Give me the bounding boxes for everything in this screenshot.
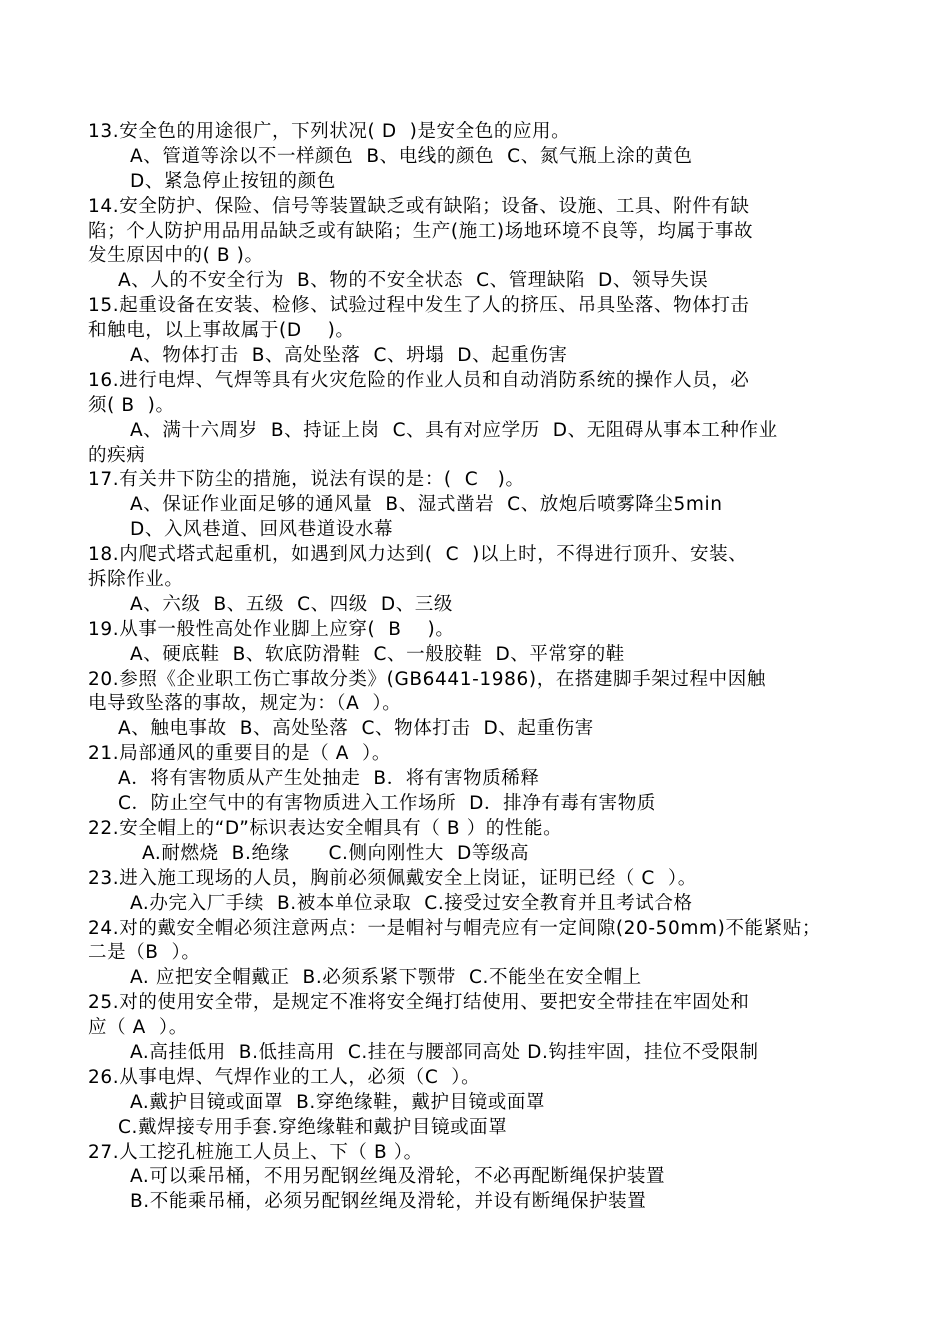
question-list — [88, 120, 908, 1215]
text-line: D、紧急停止按钮的颜色 — [130, 170, 336, 192]
text-line: 17.有关井下防尘的措施，说法有误的是：( C )。 — [88, 469, 525, 491]
text-line: 22.安全帽上的“D”标识表达安全帽具有（ B ）的性能。 — [88, 817, 563, 839]
text-line: A、保证作业面足够的通风量 B、湿式凿岩 C、放炮后喷雾降尘5min — [130, 494, 723, 516]
text-line: 二是（B ）。 — [88, 942, 201, 964]
text-line: 23.进入施工现场的人员，胸前必须佩戴安全上岗证，证明已经（ C ）。 — [88, 867, 697, 889]
text-line: 和触电，以上事故属于(D )。 — [88, 320, 355, 342]
text-line: 陷；个人防护用品用品缺乏或有缺陷；生产(施工)场地环境不良等，均属于事故 — [88, 220, 754, 242]
text-line: 27.人工挖孔桩施工人员上、下（ B ）。 — [88, 1141, 423, 1163]
text-line: A、管道等涂以不一样颜色 B、电线的颜色 C、氮气瓶上涂的黄色 — [130, 145, 693, 167]
text-line: B.不能乘吊桶，必须另配钢丝绳及滑轮，并设有断绳保护装置 — [130, 1191, 647, 1213]
text-line: A、人的不安全行为 B、物的不安全状态 C、管理缺陷 D、领导失误 — [118, 270, 709, 292]
text-line: 13.安全色的用途很广，下列状况( D )是安全色的应用。 — [88, 121, 571, 142]
text-line: 20.参照《企业职工伤亡事故分类》(GB6441-1986)，在搭建脚手架过程中因触 — [88, 668, 766, 690]
text-line: 16.进行电焊、气焊等具有火灾危险的作业人员和自动消防系统的操作人员，必 — [88, 369, 750, 391]
text-line: 18.内爬式塔式起重机，如遇到风力达到( C )以上时，不得进行顶升、安装、 — [88, 544, 748, 566]
text-line: 14.安全防护、保险、信号等装置缺乏或有缺陷；设备、设施、工具、附件有缺 — [88, 195, 750, 217]
text-line: D、入风巷道、回风巷道设水幕 — [130, 519, 394, 541]
text-line: A.高挂低用 B.低挂高用 C.挂在与腰部同高处 D.钩挂牢固，挂位不受限制 — [130, 1041, 759, 1063]
text-line: 25.对的使用安全带，是规定不准将安全绳打结使用、要把安全带挂在牢固处和 — [88, 992, 750, 1014]
text-line: A.办完入厂手续 B.被本单位录取 C.接受过安全教育并且考试合格 — [130, 892, 693, 914]
text-line: A、硬底鞋 B、软底防滑鞋 C、一般胶鞋 D、平常穿的鞋 — [130, 643, 625, 665]
text-line: A．将有害物质从产生处抽走 B．将有害物质稀释 — [118, 768, 540, 790]
text-line: A.耐燃烧 B.绝缘 C.侧向刚性大 D等级高 — [142, 842, 530, 864]
text-line: 24.对的戴安全帽必须注意两点：一是帽衬与帽壳应有一定间隙(20-50mm)不能紧贴； — [88, 917, 821, 939]
text-line: 15.起重设备在安装、检修、试验过程中发生了人的挤压、吊具坠落、物体打击 — [88, 295, 750, 317]
text-line: C．防止空气中的有害物质进入工作场所 D．排净有毒有害物质 — [118, 793, 656, 815]
text-line: A.可以乘吊桶，不用另配钢丝绳及滑轮，不必再配断绳保护装置 — [130, 1166, 666, 1188]
text-line: 的疾病 — [88, 444, 146, 466]
text-line: 21.局部通风的重要目的是（ A ）。 — [88, 743, 391, 765]
text-line: A. 应把安全帽戴正 B.必须系紧下颚带 C.不能坐在安全帽上 — [130, 967, 642, 989]
text-line: 19.从事一般性高处作业脚上应穿( B )。 — [88, 618, 455, 640]
text-line: 须( B )。 — [88, 394, 175, 416]
text-line: A、六级 B、五级 C、四级 D、三级 — [130, 593, 453, 615]
text-line: 电导致坠落的事故，规定为：（A ）。 — [88, 693, 402, 715]
text-line: 拆除作业。 — [88, 569, 184, 591]
text-line: C.戴焊接专用手套.穿绝缘鞋和戴护目镜或面罩 — [118, 1116, 508, 1138]
text-line: A、满十六周岁 B、持证上岗 C、具有对应学历 D、无阻碍从事本工种作业 — [130, 419, 778, 441]
text-line: 26.从事电焊、气焊作业的工人，必须（C ）。 — [88, 1066, 481, 1088]
text-line: A.戴护目镜或面罩 B.穿绝缘鞋，戴护目镜或面罩 — [130, 1091, 546, 1113]
text-line: 发生原因中的( B )。 — [88, 245, 264, 267]
text-line: 应（ A ）。 — [88, 1017, 188, 1039]
text-line: A、物体打击 B、高处坠落 C、坍塌 D、起重伤害 — [130, 345, 568, 367]
text-line: A、触电事故 B、高处坠落 C、物体打击 D、起重伤害 — [118, 718, 594, 740]
